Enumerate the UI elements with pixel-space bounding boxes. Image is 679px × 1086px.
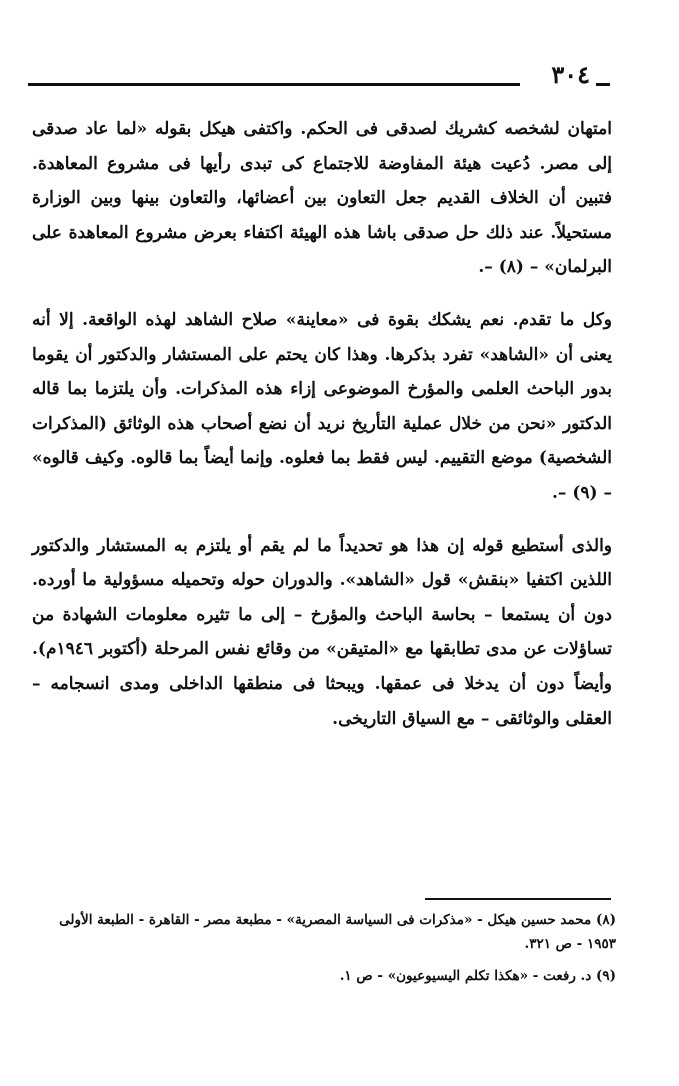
header-rule-short (596, 83, 610, 86)
paragraph-1: امتهان لشخصه كشريك لصدقى فى الحكم. واكتفى هيكل بقوله «لما عاد صدقى إلى مصر. دُعيت هيئة المفاوضة للاجتماع كى تبدى رأيها فى مشروع المعاهدة. فتبين أن الخلاف القديم جعل التعاون بين أعضائها، والتعاون بينها وبين الوزارة مستحيلاً. عند ذلك حل صدقى باشا هذه الهيئة اكتفاء بعرض مشروع المعاهدة على البرلمان» – (٨) –. (32, 119, 612, 278)
footnote-8: (٨) محمد حسين هيكل - «مذكرات فى السياسة المصرية» - مطبعة مصر - القاهرة - الطبعة الأولى ١٩٥٣ - ص ٣٢١. (59, 912, 616, 952)
footnotes (30, 908, 616, 988)
footnote-separator (425, 898, 611, 900)
page-header (28, 62, 610, 92)
body-text (32, 112, 612, 736)
page-number: ٣٠٤ (551, 60, 590, 89)
header-rule (28, 83, 520, 86)
paragraph-2: وكل ما تقدم. نعم يشكك بقوة فى «معاينة» صلاح الشاهد لهذه الواقعة. إلا أنه يعنى أن «الشاهد» تفرد بذكرها. وهذا كان يحتم على المستشار والدكتور أن يقوما بدور الباحث العلمى والمؤرخ الموضوعى إزاء هذه المذكرات. وأن يلتزما بما قاله الدكتور «نحن من خلال عملية التأريخ نريد أن نضع أصحاب هذه الوثائق (المذكرات الشخصية) موضع التقييم. ليس فقط بما فعلوه. وإنما أيضاً بما قالوه. وكيف قالوه» – (٩) –. (32, 309, 612, 503)
paragraph-3: والذى أستطيع قوله إن هذا هو تحديداً ما لم يقم أو يلتزم به المستشار والدكتور اللذين اكتفيا «بنقش» قول «الشاهد». والدوران حوله وتحميله مسؤولية ما أورده. دون أن يستمعا – بحاسة الباحث والمؤرخ – إلى ما تثيره معلومات الشهادة من تساؤلات عن مدى تطابقها مع «المتيقن» من وقائع نفس المرحلة (أكتوبر ١٩٤٦م). وأيضاً دون أن يدخلا فى عمقها. ويبحثا فى منطقها الداخلى ومدى انسجامه – العقلى والوثائقى – مع السياق التاريخى. (32, 535, 612, 729)
footnote-9: (٩) د. رفعت - «هكذا تكلم اليسيوعيون» - ص ١. (339, 968, 616, 984)
